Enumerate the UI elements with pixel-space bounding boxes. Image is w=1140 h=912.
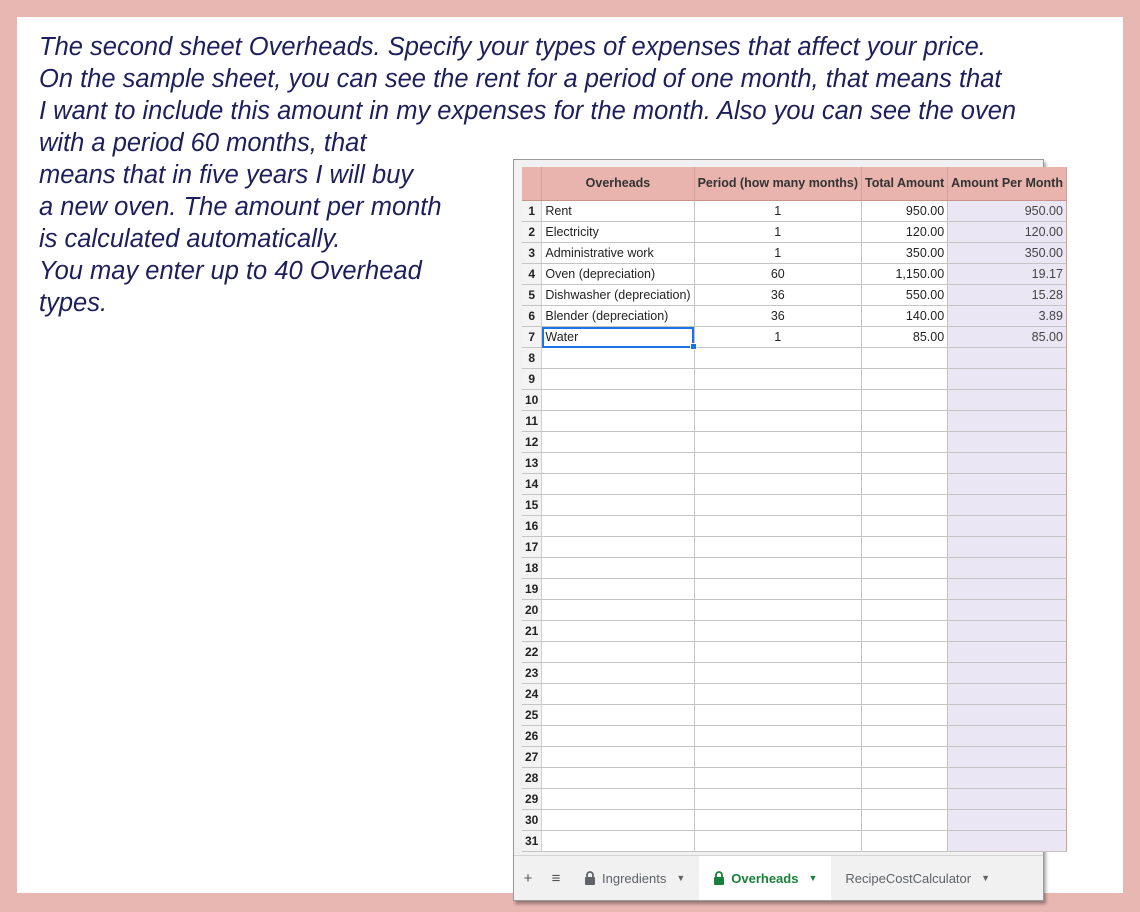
- table-row: [522, 768, 1066, 789]
- cell-amount-per-month[interactable]: [948, 747, 1067, 768]
- cell-amount-per-month[interactable]: [948, 369, 1067, 390]
- cell-period[interactable]: [694, 600, 861, 621]
- row-number[interactable]: 2: [522, 222, 542, 243]
- table-row: [522, 411, 1066, 432]
- chevron-down-icon[interactable]: ▼: [981, 873, 991, 883]
- cell-period[interactable]: [694, 768, 861, 789]
- table-row: [522, 495, 1066, 516]
- cell-amount-per-month[interactable]: [948, 705, 1067, 726]
- cell-period[interactable]: 1: [694, 327, 861, 348]
- cell-total-amount[interactable]: [862, 768, 948, 789]
- cell-total-amount[interactable]: [862, 558, 948, 579]
- overheads-grid: [522, 167, 1067, 852]
- table-row: [522, 831, 1066, 852]
- row-number[interactable]: 10: [522, 390, 542, 411]
- row-number[interactable]: 8: [522, 348, 542, 369]
- cell-overhead-name[interactable]: [542, 726, 694, 747]
- cell-amount-per-month[interactable]: [948, 390, 1067, 411]
- table-row: [522, 726, 1066, 747]
- cell-total-amount[interactable]: [862, 369, 948, 390]
- cell-period[interactable]: 1: [694, 243, 861, 264]
- row-number[interactable]: 3: [522, 243, 542, 264]
- cell-overhead-name[interactable]: [542, 831, 694, 852]
- cell-total-amount[interactable]: [862, 537, 948, 558]
- cell-total-amount[interactable]: [862, 516, 948, 537]
- table-row: [522, 684, 1066, 705]
- table-row: [522, 579, 1066, 600]
- cell-overhead-name[interactable]: [542, 768, 694, 789]
- cell-period[interactable]: [694, 579, 861, 600]
- cell-total-amount[interactable]: 120.00: [862, 222, 948, 243]
- cell-amount-per-month[interactable]: [948, 768, 1067, 789]
- cell-total-amount[interactable]: [862, 348, 948, 369]
- cell-overhead-name[interactable]: Oven (depreciation): [542, 264, 694, 285]
- cell-overhead-name[interactable]: Administrative work: [542, 243, 694, 264]
- cell-amount-per-month[interactable]: [948, 726, 1067, 747]
- cell-overhead-name[interactable]: [542, 411, 694, 432]
- cell-overhead-name[interactable]: [542, 432, 694, 453]
- cell-overhead-name[interactable]: [542, 537, 694, 558]
- cell-total-amount[interactable]: 350.00: [862, 243, 948, 264]
- row-number[interactable]: 29: [522, 789, 542, 810]
- cell-amount-per-month[interactable]: [948, 348, 1067, 369]
- table-row: [522, 327, 1066, 348]
- row-number[interactable]: 15: [522, 495, 542, 516]
- header-amount-per-month[interactable]: Amount Per Month: [948, 167, 1067, 201]
- cell-overhead-name[interactable]: Rent: [542, 201, 694, 222]
- row-number[interactable]: 18: [522, 558, 542, 579]
- cell-total-amount[interactable]: [862, 390, 948, 411]
- table-row: [522, 474, 1066, 495]
- row-number[interactable]: 5: [522, 285, 542, 306]
- cell-overhead-name[interactable]: [542, 747, 694, 768]
- table-row: [522, 810, 1066, 831]
- cell-amount-per-month[interactable]: [948, 474, 1067, 495]
- row-number[interactable]: 6: [522, 306, 542, 327]
- cell-overhead-name[interactable]: [542, 579, 694, 600]
- table-row: [522, 453, 1066, 474]
- cell-amount-per-month[interactable]: 120.00: [948, 222, 1067, 243]
- cell-total-amount[interactable]: [862, 621, 948, 642]
- table-row: [522, 369, 1066, 390]
- header-total-amount[interactable]: Total Amount: [862, 167, 948, 201]
- cell-total-amount[interactable]: [862, 411, 948, 432]
- row-number[interactable]: 17: [522, 537, 542, 558]
- tab-label: Overheads: [731, 870, 799, 886]
- add-sheet-icon[interactable]: +: [523, 869, 533, 887]
- cell-period[interactable]: [694, 684, 861, 705]
- cell-overhead-name[interactable]: [542, 789, 694, 810]
- cell-total-amount[interactable]: [862, 684, 948, 705]
- table-row: [522, 432, 1066, 453]
- cell-overhead-name[interactable]: [542, 390, 694, 411]
- cell-total-amount[interactable]: [862, 747, 948, 768]
- cell-overhead-name[interactable]: [542, 474, 694, 495]
- cell-period[interactable]: [694, 537, 861, 558]
- row-number[interactable]: 20: [522, 600, 542, 621]
- intro-line: I want to include this amount in my expenses for the month. Also you can see the oven: [39, 97, 1017, 125]
- cell-period[interactable]: 1: [694, 201, 861, 222]
- cell-period[interactable]: [694, 390, 861, 411]
- cell-total-amount[interactable]: [862, 642, 948, 663]
- cell-amount-per-month[interactable]: [948, 453, 1067, 474]
- cell-total-amount[interactable]: [862, 579, 948, 600]
- cell-amount-per-month[interactable]: 85.00: [948, 327, 1067, 348]
- cell-total-amount[interactable]: [862, 474, 948, 495]
- cell-overhead-name[interactable]: Dishwasher (depreciation): [542, 285, 694, 306]
- cell-period[interactable]: 36: [694, 285, 861, 306]
- cell-total-amount[interactable]: [862, 705, 948, 726]
- row-number[interactable]: 11: [522, 411, 542, 432]
- cell-period[interactable]: [694, 411, 861, 432]
- cell-total-amount[interactable]: [862, 810, 948, 831]
- intro-line: a new oven. The amount per month: [39, 193, 442, 221]
- cell-amount-per-month[interactable]: [948, 642, 1067, 663]
- intro-line: You may enter up to 40 Overhead: [39, 257, 422, 285]
- row-number[interactable]: 1: [522, 201, 542, 222]
- lock-icon: [584, 871, 596, 885]
- cell-amount-per-month[interactable]: [948, 558, 1067, 579]
- content-panel: [17, 17, 1123, 893]
- table-row: [522, 558, 1066, 579]
- cell-overhead-name[interactable]: [542, 495, 694, 516]
- row-number[interactable]: 19: [522, 579, 542, 600]
- row-number[interactable]: 7: [522, 327, 542, 348]
- cell-overhead-name[interactable]: Electricity: [542, 222, 694, 243]
- header-corner: [522, 167, 542, 201]
- row-number[interactable]: 21: [522, 621, 542, 642]
- cell-amount-per-month[interactable]: [948, 579, 1067, 600]
- table-row: [522, 705, 1066, 726]
- cell-overhead-name[interactable]: Water: [542, 327, 694, 348]
- cell-total-amount[interactable]: [862, 726, 948, 747]
- cell-total-amount[interactable]: 1,150.00: [862, 264, 948, 285]
- cell-period[interactable]: [694, 831, 861, 852]
- intro-line: The second sheet Overheads. Specify your types of expenses that affect your price.: [39, 33, 986, 61]
- row-number[interactable]: 9: [522, 369, 542, 390]
- lock-icon: [713, 871, 725, 885]
- table-row: [522, 222, 1066, 243]
- cell-period[interactable]: [694, 726, 861, 747]
- cell-period[interactable]: [694, 663, 861, 684]
- row-number[interactable]: 26: [522, 726, 542, 747]
- cell-total-amount[interactable]: [862, 432, 948, 453]
- table-row: [522, 390, 1066, 411]
- cell-amount-per-month[interactable]: [948, 537, 1067, 558]
- cell-overhead-name[interactable]: [542, 453, 694, 474]
- row-number[interactable]: 31: [522, 831, 542, 852]
- cell-period[interactable]: [694, 516, 861, 537]
- cell-period[interactable]: [694, 348, 861, 369]
- cell-period[interactable]: 36: [694, 306, 861, 327]
- cell-overhead-name[interactable]: Blender (depreciation): [542, 306, 694, 327]
- cell-total-amount[interactable]: 85.00: [862, 327, 948, 348]
- cell-period[interactable]: [694, 432, 861, 453]
- cell-amount-per-month[interactable]: 15.28: [948, 285, 1067, 306]
- intro-line: types.: [39, 289, 108, 317]
- tab-label: Ingredients: [602, 870, 667, 886]
- header-period[interactable]: Period (how many months): [694, 167, 861, 201]
- cell-total-amount[interactable]: 950.00: [862, 201, 948, 222]
- cell-period[interactable]: 60: [694, 264, 861, 285]
- sheet-tabs-bar: [514, 855, 1043, 900]
- chevron-down-icon[interactable]: ▼: [808, 873, 818, 883]
- intro-line: is calculated automatically.: [39, 225, 341, 253]
- cell-period[interactable]: [694, 642, 861, 663]
- cell-overhead-name[interactable]: [542, 348, 694, 369]
- row-number[interactable]: 4: [522, 264, 542, 285]
- cell-overhead-name[interactable]: [542, 663, 694, 684]
- cell-amount-per-month[interactable]: [948, 432, 1067, 453]
- table-row: [522, 201, 1066, 222]
- cell-period[interactable]: [694, 705, 861, 726]
- row-number[interactable]: 25: [522, 705, 542, 726]
- cell-overhead-name[interactable]: [542, 621, 694, 642]
- cell-period[interactable]: 1: [694, 222, 861, 243]
- cell-period[interactable]: [694, 558, 861, 579]
- chevron-down-icon[interactable]: ▼: [676, 873, 686, 883]
- cell-total-amount[interactable]: [862, 600, 948, 621]
- cell-period[interactable]: [694, 474, 861, 495]
- cell-overhead-name[interactable]: [542, 684, 694, 705]
- table-row: [522, 663, 1066, 684]
- table-row: [522, 642, 1066, 663]
- cell-total-amount[interactable]: [862, 663, 948, 684]
- intro-line: with a period 60 months, that: [39, 129, 367, 157]
- cell-overhead-name[interactable]: [542, 369, 694, 390]
- cell-amount-per-month[interactable]: [948, 810, 1067, 831]
- cell-amount-per-month[interactable]: [948, 516, 1067, 537]
- row-number[interactable]: 23: [522, 663, 542, 684]
- cell-total-amount[interactable]: [862, 831, 948, 852]
- intro-line: On the sample sheet, you can see the rent for a period of one month, that means that: [39, 65, 1002, 93]
- row-number[interactable]: 22: [522, 642, 542, 663]
- cell-overhead-name[interactable]: [542, 705, 694, 726]
- tab-recipecostcalculator[interactable]: [831, 856, 1004, 900]
- cell-overhead-name[interactable]: [542, 516, 694, 537]
- cell-amount-per-month[interactable]: [948, 411, 1067, 432]
- cell-overhead-name[interactable]: [542, 600, 694, 621]
- row-number[interactable]: 16: [522, 516, 542, 537]
- cell-period[interactable]: [694, 621, 861, 642]
- cell-amount-per-month[interactable]: 19.17: [948, 264, 1067, 285]
- cell-period[interactable]: [694, 453, 861, 474]
- cell-amount-per-month[interactable]: [948, 684, 1067, 705]
- tab-overheads[interactable]: [699, 856, 831, 900]
- tab-label: RecipeCostCalculator: [845, 870, 972, 886]
- table-row: [522, 789, 1066, 810]
- cell-amount-per-month[interactable]: [948, 663, 1067, 684]
- table-row: [522, 747, 1066, 768]
- cell-amount-per-month[interactable]: 3.89: [948, 306, 1067, 327]
- cell-amount-per-month[interactable]: [948, 831, 1067, 852]
- cell-amount-per-month[interactable]: [948, 789, 1067, 810]
- cell-amount-per-month[interactable]: 950.00: [948, 201, 1067, 222]
- row-number[interactable]: 12: [522, 432, 542, 453]
- cell-period[interactable]: [694, 747, 861, 768]
- cell-period[interactable]: [694, 495, 861, 516]
- row-number[interactable]: 13: [522, 453, 542, 474]
- all-sheets-menu-icon[interactable]: ≡: [551, 869, 561, 887]
- table-row: [522, 306, 1066, 327]
- cell-period[interactable]: [694, 810, 861, 831]
- intro-line: means that in five years I will buy: [39, 161, 414, 189]
- cell-total-amount[interactable]: [862, 495, 948, 516]
- cell-amount-per-month[interactable]: [948, 495, 1067, 516]
- row-number[interactable]: 30: [522, 810, 542, 831]
- cell-overhead-name[interactable]: [542, 810, 694, 831]
- row-number[interactable]: 27: [522, 747, 542, 768]
- table-row: [522, 264, 1066, 285]
- cell-overhead-name[interactable]: [542, 558, 694, 579]
- header-overheads[interactable]: Overheads: [542, 167, 694, 201]
- cell-period[interactable]: [694, 789, 861, 810]
- row-number[interactable]: 24: [522, 684, 542, 705]
- cell-period[interactable]: [694, 369, 861, 390]
- cell-total-amount[interactable]: 550.00: [862, 285, 948, 306]
- table-row: [522, 285, 1066, 306]
- cell-overhead-name[interactable]: [542, 642, 694, 663]
- table-row: [522, 600, 1066, 621]
- table-row: [522, 537, 1066, 558]
- cell-total-amount[interactable]: [862, 789, 948, 810]
- spreadsheet-window: [513, 159, 1063, 901]
- table-row: [522, 243, 1066, 264]
- table-row: [522, 348, 1066, 369]
- cell-amount-per-month[interactable]: 350.00: [948, 243, 1067, 264]
- cell-amount-per-month[interactable]: [948, 621, 1067, 642]
- cell-total-amount[interactable]: [862, 453, 948, 474]
- table-row: [522, 621, 1066, 642]
- table-row: [522, 516, 1066, 537]
- cell-total-amount[interactable]: 140.00: [862, 306, 948, 327]
- row-number[interactable]: 14: [522, 474, 542, 495]
- row-number[interactable]: 28: [522, 768, 542, 789]
- cell-amount-per-month[interactable]: [948, 600, 1067, 621]
- tab-ingredients[interactable]: [570, 856, 699, 900]
